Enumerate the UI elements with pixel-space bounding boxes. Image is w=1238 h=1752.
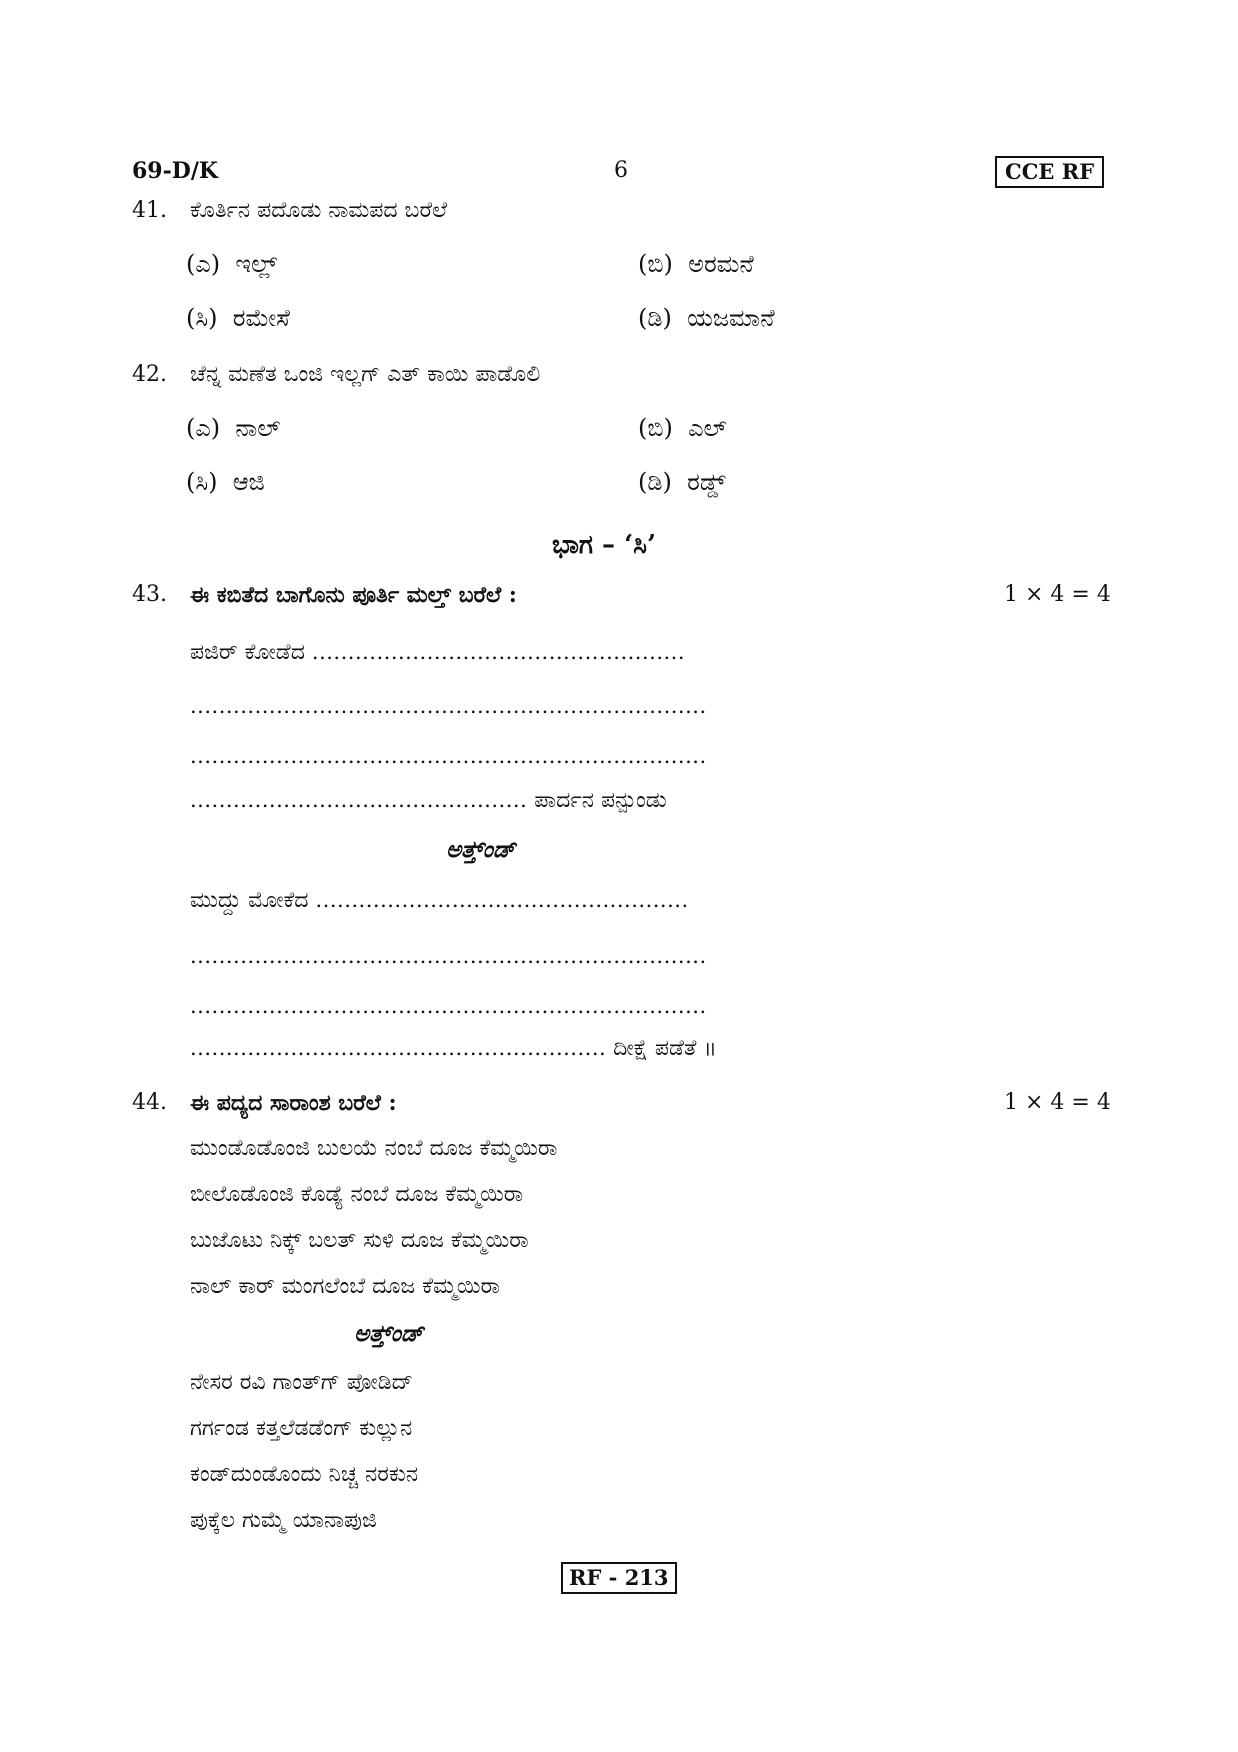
q43-stanza1-line1: [190, 640, 685, 665]
cce-rf-box: CCE RF: [995, 156, 1104, 188]
option-label: (ಡಿ): [638, 468, 672, 496]
footer-code-box: RF - 213: [561, 1562, 677, 1594]
option-text: ರಮೇಸೆ: [232, 304, 290, 332]
q43-text: ಈ ಕಬಿತೆದ ಬಾಗೊನು ಪೂರ್ತಿ ಮಲ್ತ್ ಬರೆಲೆ :: [190, 582, 517, 608]
q44-poem-line: ನೇಸರ ರವಿ ಗಾಂತ್‌ಗ್ ಪೋಡಿದ್: [190, 1370, 413, 1395]
option-text: ನಾಲ್: [235, 414, 281, 442]
q43-stanza1-line4: [190, 788, 667, 813]
option-label: (ಬಿ): [638, 250, 673, 278]
q44-poem-line: ಮುಂಡೊಡೊಂಜಿ ಬುಲಯೆ ನಂಬೆ ದೂಜ ಕೆಮ್ಮಯಿರಾ: [190, 1136, 558, 1161]
option-text: ಇಲ್ಲ್: [235, 250, 278, 278]
q42-number: 42.: [132, 362, 167, 387]
q44-poem-line: ಗರ್ಗಂಡ ಕತ್ತಲೆಡಡೆಂಗ್ ಕುಲ್ಲುನ: [190, 1416, 413, 1441]
q43-stanza2-blank3: ........................................................................: [190, 994, 707, 1018]
stanza-end-text: ದೀಕ್ಷೆ ಪಡೆತೆ ॥: [613, 1036, 717, 1061]
q43-stanza1-blank2: ........................................................................: [190, 694, 707, 718]
section-c-title: ಭಾಗ – ‘ಸಿ’: [552, 530, 657, 560]
option-text: ಅರಮನೆ: [688, 250, 754, 278]
option-label: (ಸಿ): [186, 304, 218, 332]
blank-dots: ...............................................: [190, 788, 528, 812]
q41-number: 41.: [132, 198, 167, 223]
blank-dots: ....................................................: [311, 640, 686, 664]
stanza-end-text: ಪಾರ್ದನ ಪನ್ಪುಂಡು: [534, 788, 667, 813]
q42-option-b[interactable]: [638, 414, 727, 442]
q42-option-a[interactable]: [186, 414, 281, 442]
blank-dots: ....................................................: [315, 888, 689, 912]
q42-option-d[interactable]: [638, 468, 726, 496]
q41-option-a[interactable]: [186, 250, 277, 278]
q43-number: 43.: [132, 582, 167, 607]
option-label: (ಎ): [186, 250, 221, 278]
q41-option-b[interactable]: [638, 250, 754, 278]
blank-dots: ..........................................................: [190, 1036, 607, 1060]
q44-poem-line: ಬೀಲೊಡೊಂಜಿ ಕೊಡ್ಯೆ ನಂಬೆ ದೂಜ ಕೆಮ್ಮಯಿರಾ: [190, 1182, 524, 1207]
option-text: ಯಜಮಾನೆ: [687, 304, 775, 332]
q43-refrain: ಅತ್ತ್‌ಂಡ್: [446, 836, 516, 863]
paper-code: 69-D/K: [132, 158, 218, 184]
option-label: (ಡಿ): [638, 304, 672, 332]
q43-marks: 1 × 4 = 4: [1004, 582, 1111, 607]
q43-stanza1-blank3: ........................................................................: [190, 744, 707, 768]
q41-option-c[interactable]: [186, 304, 290, 332]
option-label: (ಬಿ): [638, 414, 673, 442]
option-label: (ಸಿ): [186, 468, 218, 496]
option-text: ರಡ್ಡ್: [687, 468, 726, 496]
q43-stanza2-blank2: ........................................................................: [190, 944, 707, 968]
q44-refrain: ಅತ್ತ್‌ಂಡ್: [354, 1320, 424, 1347]
q44-number: 44.: [132, 1090, 167, 1115]
option-text: ಆಜಿ: [232, 468, 265, 496]
q44-poem-line: ಪುಕ್ಕೆಲ ಗುಮ್ಮೆ ಯಾನಾಪುಜಿ: [190, 1508, 377, 1533]
stanza-start-text: ಮುದ್ದು ಮೋಕೆದ: [190, 888, 309, 913]
q41-text: ಕೊರ್ತಿನ ಪದೊಡು ನಾಮಪದ ಬರೆಲೆ: [190, 198, 448, 223]
stanza-start-text: ಪಜಿರ್ ಕೋಡೆದ: [190, 640, 305, 665]
q44-text: ಈ ಪದ್ಯದ ಸಾರಾಂಶ ಬರೆಲೆ :: [190, 1090, 397, 1116]
page-number: 6: [614, 158, 628, 183]
q44-poem-line: ನಾಲ್ ಕಾರ್ ಮಂಗಲೆಂಬೆ ದೂಜ ಕೆಮ್ಮಯಿರಾ: [190, 1274, 500, 1299]
option-label: (ಎ): [186, 414, 221, 442]
q44-marks: 1 × 4 = 4: [1004, 1090, 1111, 1115]
q44-poem-line: ಕಂಡ್‌ದುಂಡೊಂದು ನಿಚ್ಚ ನರಕುನ: [190, 1462, 419, 1487]
q42-text: ಚೆನ್ನ ಮಣೆತ ಒಂಜಿ ಇಲ್ಲಗ್ ಎತ್ ಕಾಯಿ ಪಾಡೊಲಿ: [190, 362, 541, 387]
q43-stanza2-line1: [190, 888, 689, 913]
q42-option-c[interactable]: [186, 468, 265, 496]
q44-poem-line: ಬುಜೊಟು ನಿಕ್ಕ್ ಬಲತ್ ಸುಳಿ ದೂಜ ಕೆಮ್ಮಯಿರಾ: [190, 1228, 529, 1253]
option-text: ಎಲ್: [688, 414, 727, 442]
q41-option-d[interactable]: [638, 304, 775, 332]
q43-stanza2-line4: [190, 1036, 717, 1061]
